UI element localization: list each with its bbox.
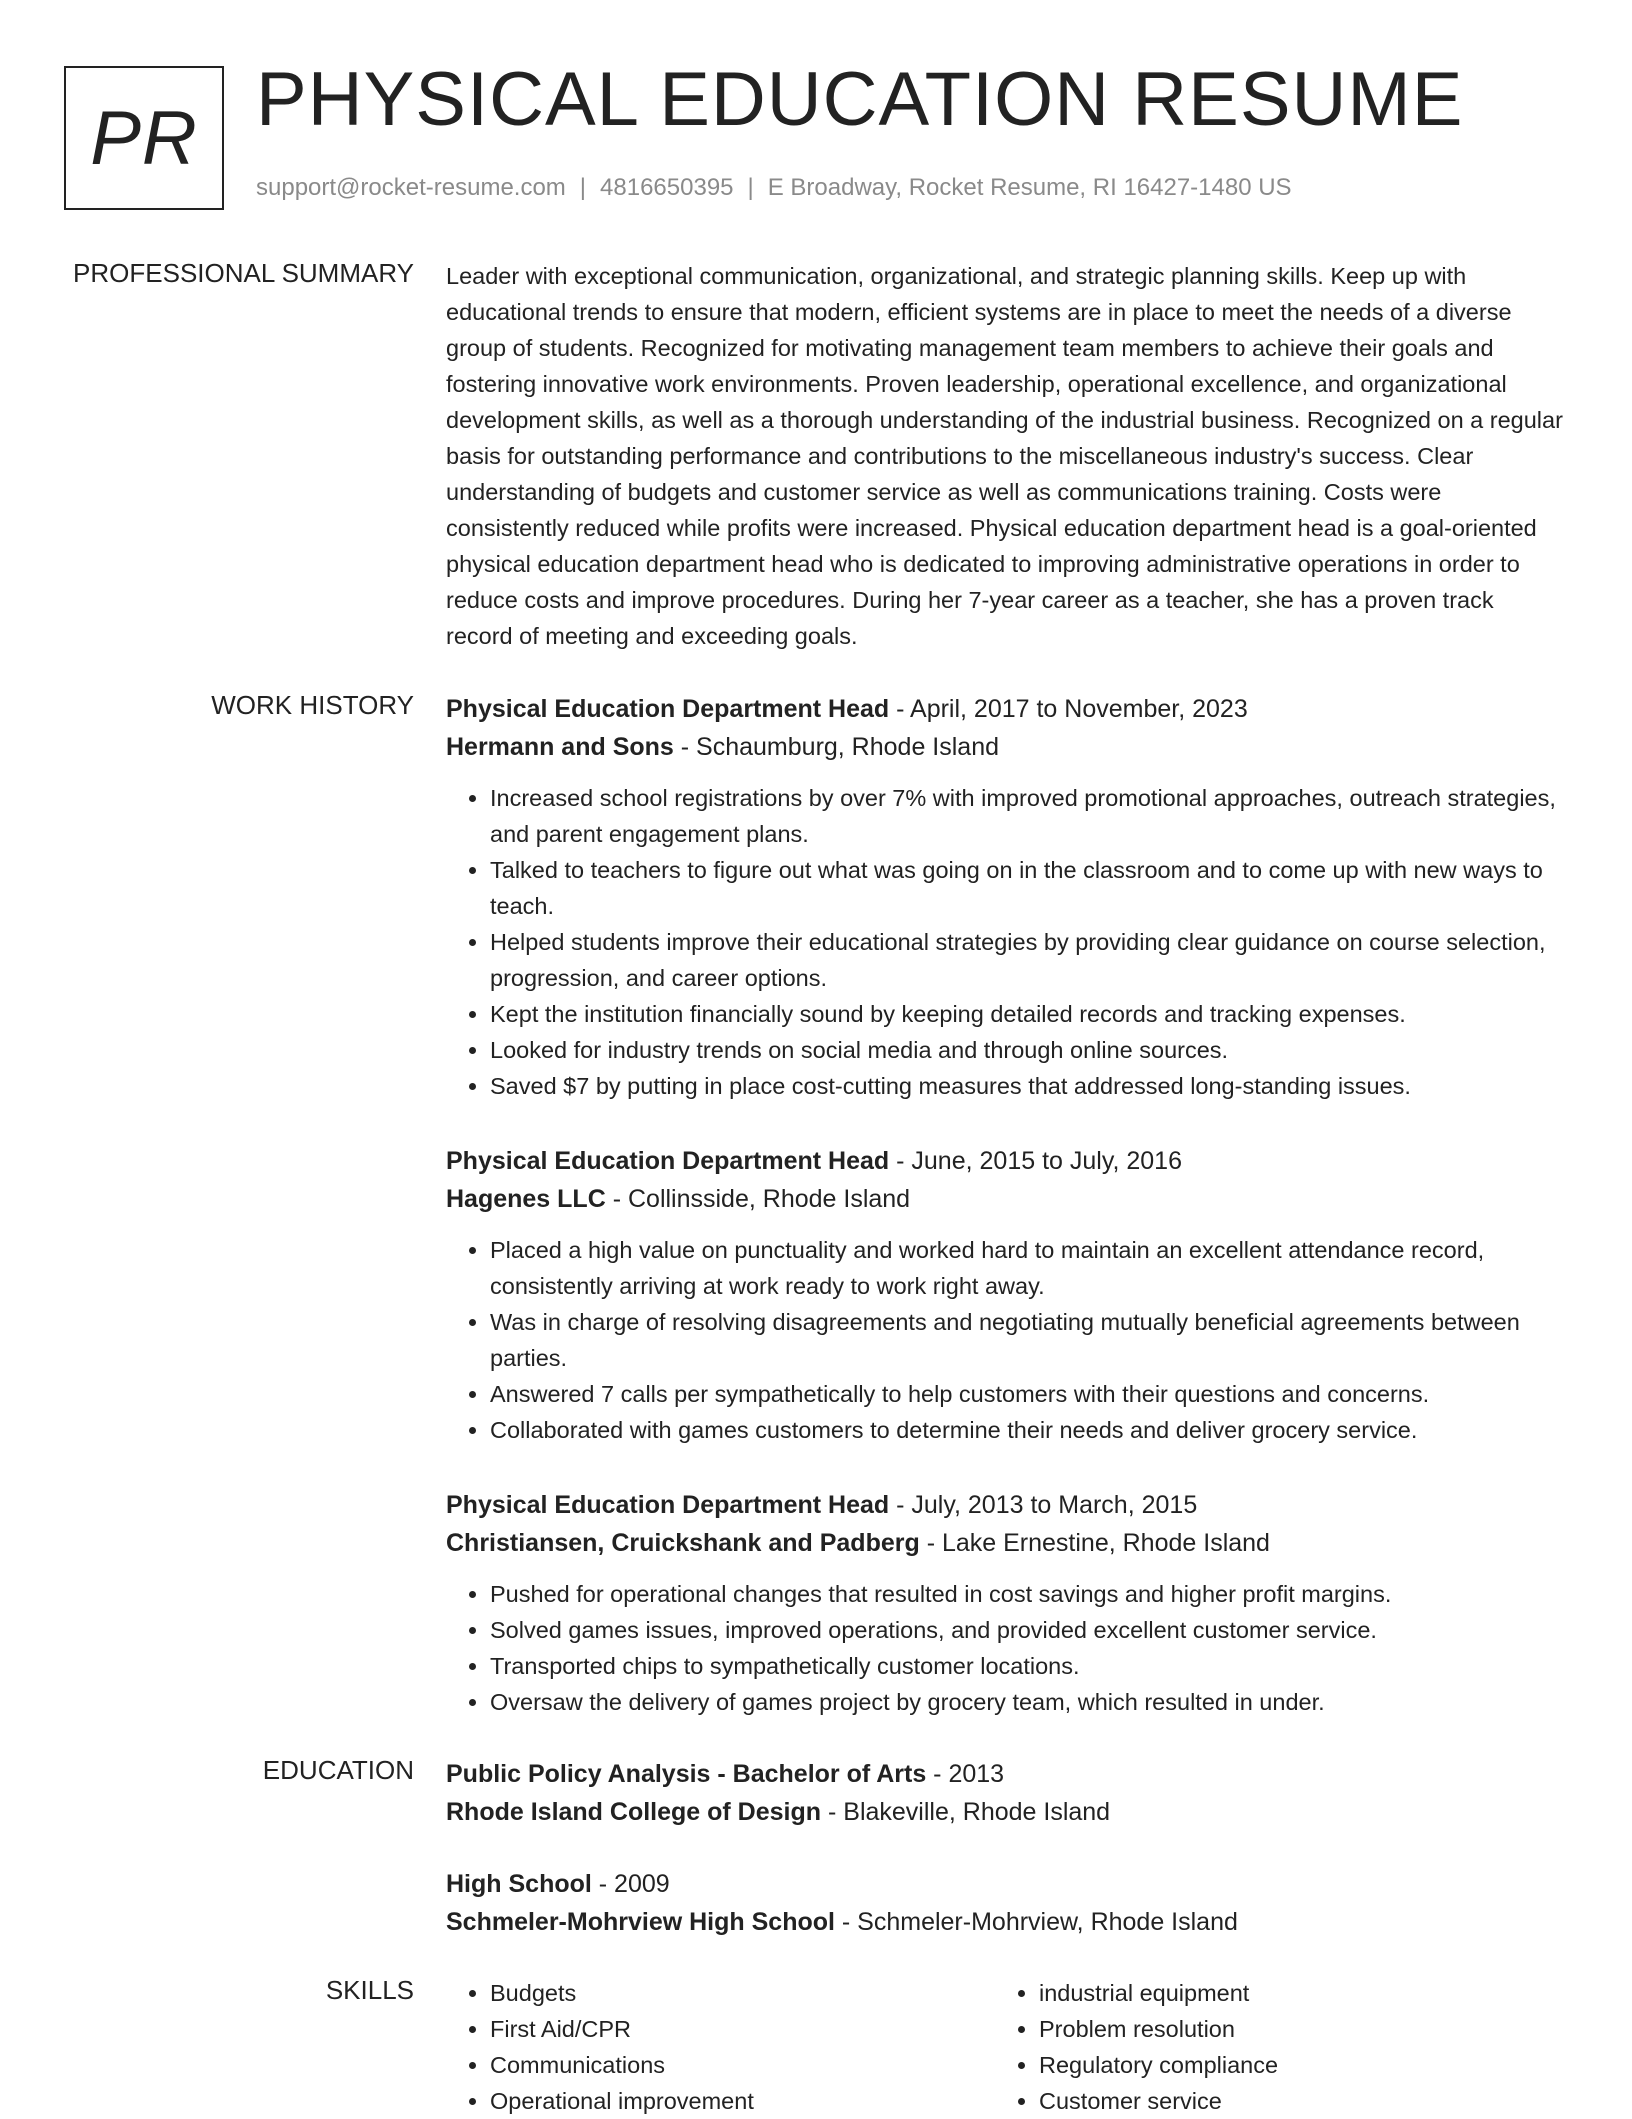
- job-title-line: [446, 1142, 1566, 1180]
- education-location: - Blakeville, Rhode Island: [821, 1798, 1111, 1826]
- education-school: Schmeler-Mohrview High School: [446, 1908, 835, 1936]
- job-bullet: • Talked to teachers to figure out what was going on in the classroom and to come up with new ways to teach.: [490, 852, 1566, 924]
- skill-item: • First Aid/CPR: [490, 2011, 995, 2047]
- contact-line: [256, 174, 1292, 202]
- contact-address: E Broadway, Rocket Resume, RI 16427-1480 US: [767, 174, 1292, 201]
- job-title: Physical Education Department Head: [446, 1147, 890, 1175]
- job-bullet: • Placed a high value on punctuality and worked hard to maintain an excellent attendance record, consistently arriving at work ready to work right away.: [490, 1232, 1566, 1304]
- contact-separator: |: [747, 174, 754, 201]
- job-location: - Schaumburg, Rhode Island: [673, 733, 1000, 761]
- section-label: PROFESSIONAL SUMMARY: [73, 258, 414, 288]
- education-degree: Public Policy Analysis - Bachelor of Arts: [446, 1760, 927, 1788]
- education-year: - 2009: [591, 1870, 670, 1898]
- job-bullet: • Pushed for operational changes that resulted in cost savings and higher profit margins.: [490, 1576, 1566, 1612]
- skill-item: • Customer service: [1039, 2083, 1544, 2119]
- skills-columns: [446, 1975, 1566, 2119]
- skills-list: [446, 1975, 1566, 2119]
- education-location: - Schmeler-Mohrview, Rhode Island: [834, 1908, 1238, 1936]
- job-bullet: • Looked for industry trends on social media and through online sources.: [490, 1032, 1566, 1068]
- section-label: EDUCATION: [262, 1755, 414, 1785]
- education-school-line: [446, 1903, 1566, 1941]
- job-dates: - June, 2015 to July, 2016: [889, 1147, 1182, 1175]
- job-bullet: • Answered 7 calls per sympathetically to help customers with their questions and concerns.: [490, 1376, 1566, 1412]
- job-bullets: [446, 1576, 1566, 1720]
- job-company: Christiansen, Cruickshank and Padberg: [446, 1529, 920, 1557]
- skill-item: • Communications: [490, 2047, 995, 2083]
- job-dates: - July, 2013 to March, 2015: [889, 1491, 1198, 1519]
- job-bullet: • Collaborated with games customers to determine their needs and deliver grocery service.: [490, 1412, 1566, 1448]
- job-title-line: [446, 690, 1566, 728]
- job-bullet: • Kept the institution financially sound by keeping detailed records and tracking expenses.: [490, 996, 1566, 1032]
- job-bullet: • Saved $7 by putting in place cost-cutting measures that addressed long-standing issues.: [490, 1068, 1566, 1104]
- contact-phone: 4816650395: [600, 174, 734, 201]
- job-bullet: • Helped students improve their educational strategies by providing clear guidance on course selection, progression, and career options.: [490, 924, 1566, 996]
- education-degree-line: [446, 1865, 1566, 1903]
- skill-item: • Problem resolution: [1039, 2011, 1544, 2047]
- education-year: - 2013: [926, 1760, 1005, 1788]
- job-entry: [446, 1486, 1566, 1720]
- job-bullet: • Oversaw the delivery of games project by grocery team, which resulted in under.: [490, 1684, 1566, 1720]
- job-bullet: • Transported chips to sympathetically customer locations.: [490, 1648, 1566, 1684]
- summary-text: Leader with exceptional communication, organizational, and strategic planning skills. Keep up with educational trends to ensure that modern, efficient systems are in place to meet the needs of a diverse group of students. Recognized for motivating management team members to achieve their goals and fostering innovative work environments. Proven leadership, operational excellence, and organizational development skills, as well as a thorough understanding of the industrial business. Recognized on a regular basis for outstanding performance and contributions to the miscellaneous industry's success. Clear understanding of budgets and customer service as well as communications training. Costs were consistently reduced while profits were increased. Physical education department head is a goal-oriented physical education department head who is dedicated to improving administrative operations in order to reduce costs and improve procedures. During her 7-year career as a teacher, she has a proven track record of meeting and exceeding goals.: [446, 263, 1563, 649]
- skill-item: • Operational improvement: [490, 2083, 995, 2119]
- job-title: Physical Education Department Head: [446, 695, 890, 723]
- job-location: - Collinsside, Rhode Island: [605, 1185, 911, 1213]
- job-company-line: [446, 1524, 1566, 1562]
- job-location: - Lake Ernestine, Rhode Island: [919, 1529, 1270, 1557]
- job-company-line: [446, 728, 1566, 766]
- contact-separator: |: [579, 174, 587, 201]
- job-company: Hermann and Sons: [446, 733, 674, 761]
- job-title-line: [446, 1486, 1566, 1524]
- education-school-line: [446, 1793, 1566, 1831]
- job-bullet: • Was in charge of resolving disagreements and negotiating mutually beneficial agreements between parties.: [490, 1304, 1566, 1376]
- education-degree: High School: [446, 1870, 592, 1898]
- job-bullet: • Increased school registrations by over 7% with improved promotional approaches, outreach strategies, and parent engagement plans.: [490, 780, 1566, 852]
- work-history-list: [446, 690, 1566, 1758]
- job-title: Physical Education Department Head: [446, 1491, 890, 1519]
- skills-column-right: [995, 1975, 1544, 2119]
- skill-item: • Budgets: [490, 1975, 995, 2011]
- education-entry: [446, 1865, 1566, 1941]
- section-label: WORK HISTORY: [211, 690, 414, 720]
- job-dates: - April, 2017 to November, 2023: [889, 695, 1248, 723]
- education-list: [446, 1755, 1566, 1975]
- job-entry: [446, 1142, 1566, 1448]
- section-label: SKILLS: [325, 1975, 414, 2005]
- skill-item: • Regulatory compliance: [1039, 2047, 1544, 2083]
- skills-column-left: [446, 1975, 995, 2119]
- job-entry: [446, 690, 1566, 1104]
- skill-item: • industrial equipment: [1039, 1975, 1544, 2011]
- education-entry: [446, 1755, 1566, 1831]
- education-degree-line: [446, 1755, 1566, 1793]
- job-bullet: • Solved games issues, improved operations, and provided excellent customer service.: [490, 1612, 1566, 1648]
- education-school: Rhode Island College of Design: [446, 1798, 822, 1826]
- job-company-line: [446, 1180, 1566, 1218]
- resume-title: PHYSICAL EDUCATION RESUME: [256, 57, 1464, 142]
- initials-monogram: PR: [64, 66, 224, 210]
- job-bullets: [446, 1232, 1566, 1448]
- job-company: Hagenes LLC: [446, 1185, 606, 1213]
- contact-email: support@rocket-resume.com: [256, 174, 566, 201]
- job-bullets: [446, 780, 1566, 1104]
